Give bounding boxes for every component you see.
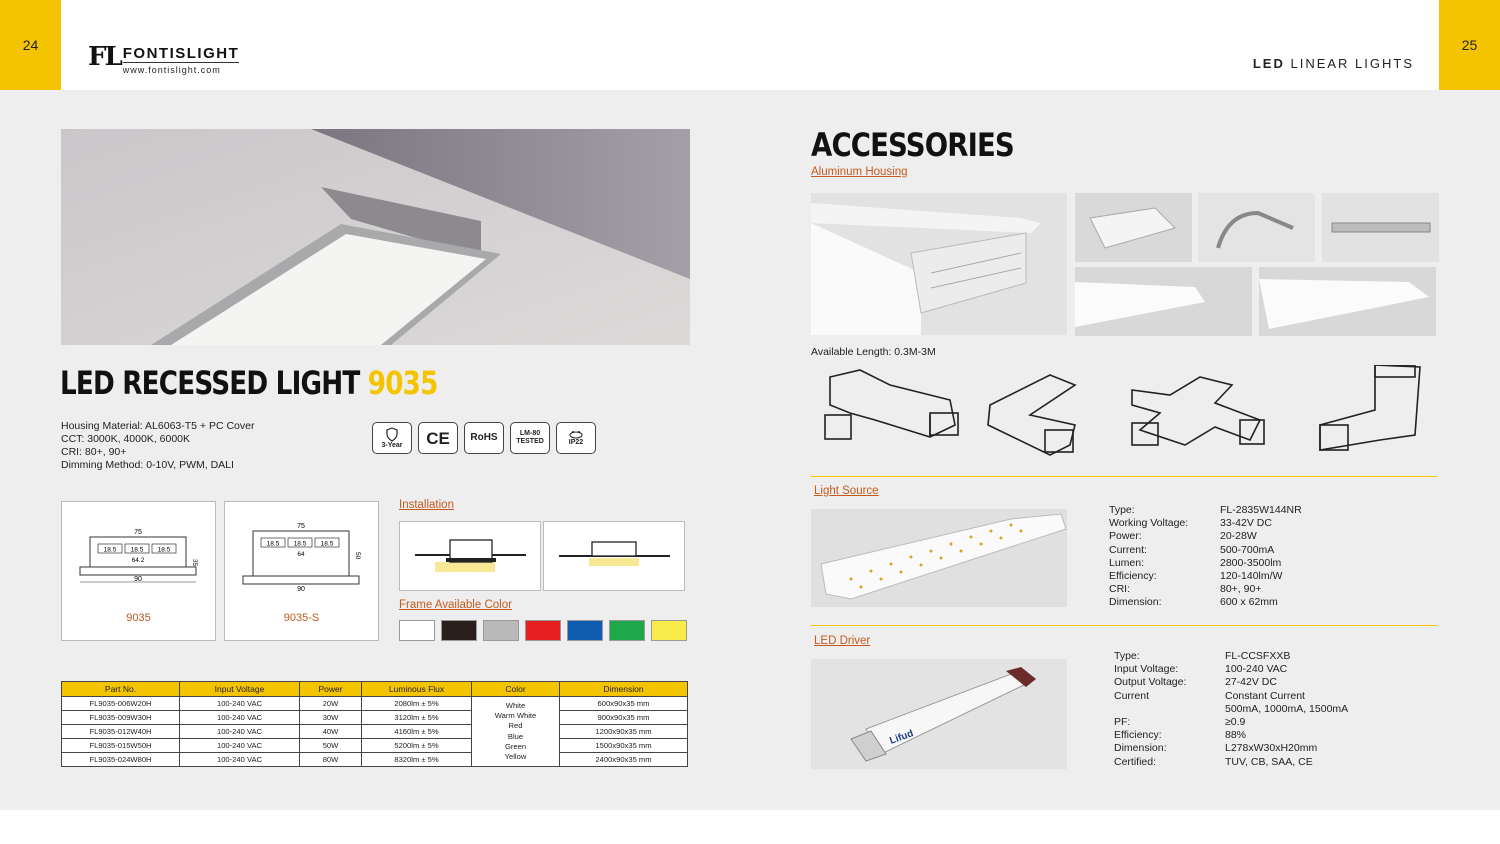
installation-diagram-1 xyxy=(399,521,541,591)
lm80-badge xyxy=(510,422,550,454)
color-swatch xyxy=(441,620,477,641)
cell-dimension: 900x90x35 mm xyxy=(560,711,688,725)
table-row xyxy=(62,711,688,725)
installation-title: Installation xyxy=(399,499,454,511)
profile-dim-cell-3: 18.5 xyxy=(157,546,171,554)
lm80-line2: TESTED xyxy=(516,438,544,445)
profile-dim-cell-2: 18.5 xyxy=(293,540,307,548)
spec-key: Current xyxy=(1114,689,1150,702)
profile-drawing-9035-s xyxy=(224,501,379,641)
warranty-badge xyxy=(372,422,412,454)
accessories-title: ACCESSORIES xyxy=(811,126,1014,164)
certification-badges xyxy=(372,422,596,454)
cell-part: FL9035-006W20H xyxy=(62,697,180,711)
spec-value: 100-240 VAC xyxy=(1225,663,1288,676)
profile-drawing-9035 xyxy=(61,501,216,641)
cell-part: FL9035-015W50H xyxy=(62,739,180,753)
water-drops-icon xyxy=(568,429,584,439)
section-title xyxy=(1253,56,1414,71)
spec-row xyxy=(1114,742,1348,755)
section-divider xyxy=(811,476,1437,477)
frame-color-title: Frame Available Color xyxy=(399,599,512,611)
logo-mark: FL xyxy=(88,42,121,72)
cell-power: 50W xyxy=(300,739,362,753)
cell-voltage: 100-240 VAC xyxy=(180,739,300,753)
frame-color-swatches xyxy=(399,620,687,641)
color-swatch xyxy=(609,620,645,641)
profile-dim-cell-2: 18.5 xyxy=(130,546,144,554)
logo-url: www.fontislight.com xyxy=(122,65,221,75)
spec-row xyxy=(1109,596,1302,609)
color-swatch xyxy=(525,620,561,641)
profile-dim-cell-3: 18.5 xyxy=(320,540,334,548)
spec-row xyxy=(1114,756,1348,769)
spec-row xyxy=(1114,703,1348,716)
corner-connector-drawing xyxy=(1320,365,1420,450)
cell-voltage: 100-240 VAC xyxy=(180,697,300,711)
ip-label: IP22 xyxy=(568,439,584,446)
spec-row xyxy=(1109,557,1302,570)
lm80-line1: LM-80 xyxy=(519,430,541,437)
profile-dim-base: 90 xyxy=(297,586,305,593)
connector-plate-photo xyxy=(1322,193,1439,262)
light-source-specs xyxy=(1109,504,1302,610)
color-swatch xyxy=(399,620,435,641)
spec-cct: CCT: 3000K, 4000K, 6000K xyxy=(61,433,191,445)
spec-row xyxy=(1114,650,1348,663)
profile-dim-cell-1: 18.5 xyxy=(266,540,280,548)
cell-dimension: 1500x90x35 mm xyxy=(560,739,688,753)
spec-value: 500mA, 1000mA, 1500mA xyxy=(1225,702,1349,715)
cell-power: 30W xyxy=(300,711,362,725)
l-connector-drawing xyxy=(988,375,1075,455)
spec-value: 120-140lm/W xyxy=(1220,570,1283,583)
available-length: Available Length: 0.3M-3M xyxy=(811,346,936,358)
cell-voltage: 100-240 VAC xyxy=(180,753,300,767)
profile-dim-height: 50 xyxy=(354,552,361,560)
profile-dim-width: 75 xyxy=(134,529,142,536)
section-divider xyxy=(811,625,1437,626)
table-row xyxy=(62,739,688,753)
product-title xyxy=(60,364,438,402)
hero-product-photo xyxy=(61,129,690,345)
col-dimension: Dimension xyxy=(560,682,688,697)
footer-strip xyxy=(0,810,1500,844)
color-swatch xyxy=(651,620,687,641)
t-connector-drawing xyxy=(825,370,958,439)
x-connector-drawing xyxy=(1132,377,1264,445)
led-module-photo xyxy=(811,509,1067,607)
rohs-label: RoHS xyxy=(470,432,498,443)
spec-key: Input Voltage: xyxy=(1114,663,1179,676)
spec-key: Working Voltage: xyxy=(1109,517,1189,530)
table-row xyxy=(62,725,688,739)
color-option: Green xyxy=(504,741,527,751)
spec-value: 27-42V DC xyxy=(1225,676,1277,689)
section-title-bold: LED xyxy=(1252,56,1285,71)
product-title-main: LED RECESSED LIGHT xyxy=(60,364,368,402)
cell-power: 80W xyxy=(300,753,362,767)
spec-key: CRI: xyxy=(1109,583,1130,596)
spec-value: Constant Current xyxy=(1225,689,1305,702)
spec-key: Output Voltage: xyxy=(1114,676,1187,689)
spec-key xyxy=(1114,703,1225,716)
color-swatch xyxy=(483,620,519,641)
brand-logo xyxy=(88,42,240,75)
spec-row xyxy=(1109,570,1302,583)
section-title-rest: LINEAR LIGHTS xyxy=(1284,56,1414,71)
profile-dim-height: 35 xyxy=(191,559,198,567)
spec-dimming: Dimming Method: 0-10V, PWM, DALI xyxy=(61,459,234,471)
color-option: Warm White xyxy=(494,710,537,720)
ip-badge xyxy=(556,422,596,454)
spec-key: Current: xyxy=(1109,543,1147,556)
col-color: Color xyxy=(472,682,560,697)
cell-flux: 2080lm ± 5% xyxy=(362,697,472,711)
cell-power: 40W xyxy=(300,725,362,739)
ce-mark: CE xyxy=(426,428,450,448)
spec-row xyxy=(1114,716,1348,729)
mounting-clip-photo xyxy=(1198,193,1315,262)
cell-dimension: 1200x90x35 mm xyxy=(560,725,688,739)
spec-value: 80+, 90+ xyxy=(1220,583,1262,596)
cell-voltage: 100-240 VAC xyxy=(180,711,300,725)
aluminum-housing-title: Aluminum Housing xyxy=(811,166,908,178)
col-power: Power xyxy=(300,682,362,697)
profile-dim-base: 90 xyxy=(134,576,142,583)
diffuser-cover-photo-1 xyxy=(1075,267,1252,336)
spec-value: TUV, CB, SAA, CE xyxy=(1225,755,1313,768)
table-row xyxy=(62,753,688,767)
color-swatch xyxy=(567,620,603,641)
cell-dimension: 600x90x35 mm xyxy=(560,697,688,711)
cell-flux: 4160lm ± 5% xyxy=(362,725,472,739)
spec-key: Type: xyxy=(1114,650,1140,662)
cell-flux: 8320lm ± 5% xyxy=(362,753,472,767)
spec-key: Lumen: xyxy=(1109,556,1145,569)
spec-value: 20-28W xyxy=(1220,530,1257,543)
spec-housing: Housing Material: AL6063-T5 + PC Cover xyxy=(61,420,255,432)
spec-key: Dimension: xyxy=(1109,596,1162,609)
cell-dimension: 2400x90x35 mm xyxy=(560,753,688,767)
col-input-voltage: Input Voltage xyxy=(180,682,300,697)
installation-diagram-2 xyxy=(543,521,685,591)
spec-key: Type: xyxy=(1109,504,1135,516)
spec-key: Efficiency: xyxy=(1114,729,1162,742)
diffuser-cover-photo-2 xyxy=(1259,267,1436,336)
led-driver-specs xyxy=(1114,650,1348,769)
color-option: White xyxy=(505,700,526,710)
spec-value: 600 x 62mm xyxy=(1220,596,1278,609)
cell-colors xyxy=(472,697,560,767)
spec-value: 33-42V DC xyxy=(1220,517,1272,530)
spec-row xyxy=(1109,530,1302,543)
header-bar xyxy=(0,0,1500,90)
spec-row xyxy=(1109,544,1302,557)
logo-name: FONTISLIGHT xyxy=(122,45,240,62)
parts-table xyxy=(61,681,688,767)
spec-row xyxy=(1114,663,1348,676)
cell-part: FL9035-012W40H xyxy=(62,725,180,739)
color-option: Red xyxy=(508,721,523,731)
connector-drawings xyxy=(820,365,1440,465)
spec-row xyxy=(1114,676,1348,689)
spec-key: Power: xyxy=(1109,530,1142,543)
profile-label: 9035 xyxy=(126,612,151,624)
spec-key: Certified: xyxy=(1114,755,1157,768)
color-option: Yellow xyxy=(504,752,527,762)
spec-value: 500-700mA xyxy=(1220,543,1275,556)
light-source-title: Light Source xyxy=(814,485,879,497)
spec-key: Dimension: xyxy=(1114,742,1167,755)
led-driver-title: LED Driver xyxy=(814,635,871,647)
cell-flux: 5200lm ± 5% xyxy=(362,739,472,753)
product-specs xyxy=(61,420,254,472)
spec-value: L278xW30xH20mm xyxy=(1225,742,1318,755)
led-driver-photo xyxy=(811,659,1067,769)
cell-part: FL9035-009W30H xyxy=(62,711,180,725)
spec-row xyxy=(1109,517,1302,530)
cell-voltage: 100-240 VAC xyxy=(180,725,300,739)
page-number-left: 24 xyxy=(0,0,61,90)
spec-row xyxy=(1114,690,1348,703)
spec-row xyxy=(1109,504,1302,517)
spec-value: ≥0.9 xyxy=(1225,716,1246,729)
rohs-badge xyxy=(464,422,504,454)
col-part-no: Part No. xyxy=(62,682,180,697)
page-number-right: 25 xyxy=(1439,0,1500,90)
product-title-code: 9035 xyxy=(367,364,438,402)
driver-brand: Lifud xyxy=(888,728,915,747)
spec-value: FL-CCSFXXB xyxy=(1225,650,1291,662)
profile-dim-inner: 64.2 xyxy=(131,557,145,564)
spec-row xyxy=(1109,583,1302,596)
shield-icon xyxy=(385,427,399,442)
profile-label: 9035-S xyxy=(283,612,320,624)
cell-part: FL9035-024W80H xyxy=(62,753,180,767)
spec-value: FL-2835W144NR xyxy=(1220,504,1302,516)
warranty-label: 3-Year xyxy=(381,441,403,449)
spec-key: Efficiency: xyxy=(1109,570,1157,583)
spec-value: 88% xyxy=(1225,729,1247,742)
end-cap-photo xyxy=(1075,193,1192,262)
page-content xyxy=(0,90,1500,810)
color-option: Blue xyxy=(507,731,524,741)
table-row xyxy=(62,697,688,711)
housing-profile-photo xyxy=(811,193,1067,335)
spec-cri: CRI: 80+, 90+ xyxy=(61,446,127,458)
cell-power: 20W xyxy=(300,697,362,711)
profile-dim-width: 75 xyxy=(297,523,305,530)
col-luminous-flux: Luminous Flux xyxy=(362,682,472,697)
spec-row xyxy=(1114,729,1348,742)
parts-table-header xyxy=(62,682,688,697)
cell-flux: 3120lm ± 5% xyxy=(362,711,472,725)
spec-value: 2800-3500lm xyxy=(1220,556,1282,569)
ce-badge xyxy=(418,422,458,454)
spec-key: PF: xyxy=(1114,716,1131,729)
profile-dim-cell-1: 18.5 xyxy=(103,546,117,554)
profile-dim-inner: 64 xyxy=(297,551,305,558)
